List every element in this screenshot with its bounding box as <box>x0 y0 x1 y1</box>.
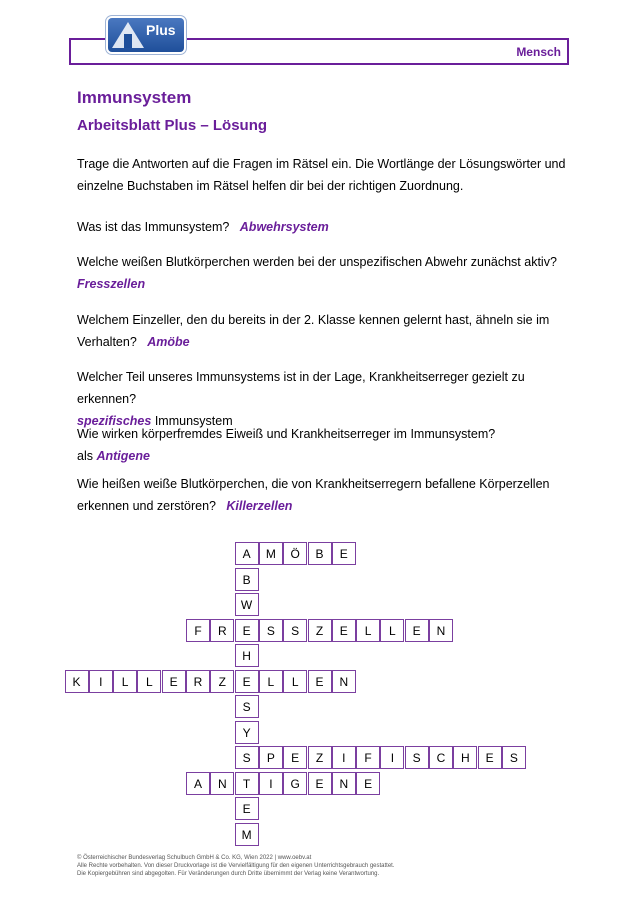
question-text: Wie heißen weiße Blutkörperchen, die von Krankheitserregern befallene Körperzellen <box>77 477 550 491</box>
answer-text: Amöbe <box>147 335 190 349</box>
crossword-cell: L <box>356 619 380 642</box>
crossword-cell: F <box>186 619 210 642</box>
crossword-cell: N <box>332 772 356 795</box>
crossword-cell: E <box>283 746 307 769</box>
crossword-cell: E <box>308 670 332 693</box>
crossword-cell: S <box>405 746 429 769</box>
answer-text: Abwehrsystem <box>239 220 329 234</box>
crossword-cell: Z <box>308 746 332 769</box>
answer-text: Fresszellen <box>77 277 146 291</box>
question-text: Verhalten? <box>77 335 137 349</box>
subject-label: Mensch <box>516 45 561 59</box>
crossword-cell: S <box>235 695 259 718</box>
footer-line: © Österreichischer Bundesverlag Schulbuch GmbH & Co. KG, Wien 2022 | www.oebv.at <box>77 855 312 861</box>
crossword-cell: E <box>235 619 259 642</box>
crossword-cell: E <box>162 670 186 693</box>
crossword-cell: Ö <box>283 542 307 565</box>
crossword-cell: I <box>89 670 113 693</box>
answer-suffix: Immunsystem <box>154 414 233 428</box>
crossword-cell: E <box>332 619 356 642</box>
crossword-cell: P <box>259 746 283 769</box>
crossword-cell: G <box>283 772 307 795</box>
crossword-cell: I <box>259 772 283 795</box>
crossword-cell: K <box>65 670 89 693</box>
crossword-cell: B <box>235 568 259 591</box>
crossword-cell: E <box>308 772 332 795</box>
crossword-cell: H <box>453 746 477 769</box>
question-3 <box>77 309 577 353</box>
crossword-cell: S <box>235 746 259 769</box>
crossword-cell: A <box>186 772 210 795</box>
crossword-cell: L <box>113 670 137 693</box>
question-text: Wie wirken körperfremdes Eiweiß und Krankheitserreger im Immunsystem? <box>77 427 496 441</box>
footer-line: Alle Rechte vorbehalten. Von dieser Druckvorlage ist die Vervielfältigung für den eigenen Unterrichtsgebrauch gestattet. <box>77 863 395 869</box>
crossword-cell: L <box>137 670 161 693</box>
crossword-cell: Y <box>235 721 259 744</box>
page-title: Immunsystem <box>77 88 192 107</box>
footer <box>77 854 395 878</box>
crossword-cell: I <box>332 746 356 769</box>
crossword-cell: L <box>380 619 404 642</box>
crossword-cell: M <box>259 542 283 565</box>
intro-text <box>77 153 577 197</box>
crossword-cell: Z <box>210 670 234 693</box>
answer-prefix: als <box>77 449 93 463</box>
crossword-cell: H <box>235 644 259 667</box>
crossword-cell: N <box>210 772 234 795</box>
answer-text: Antigene <box>96 449 150 463</box>
crossword-cell: T <box>235 772 259 795</box>
footer-line: Die Kopiergebühren sind abgegolten. Für Veränderungen durch Dritte übernimmt der Verlag keine Verantwortung. <box>77 871 380 877</box>
crossword-cell: E <box>356 772 380 795</box>
crossword-cell: M <box>235 823 259 846</box>
question-2 <box>77 251 577 295</box>
intro-line: einzelne Buchstaben im Rätsel helfen dir bei der richtigen Zuordnung. <box>77 179 464 193</box>
logo-icon <box>110 20 146 50</box>
crossword-cell: F <box>356 746 380 769</box>
answer-text: Killerzellen <box>226 499 293 513</box>
crossword-cell: Z <box>308 619 332 642</box>
question-text: Was ist das Immunsystem? <box>77 220 230 234</box>
crossword-cell: E <box>332 542 356 565</box>
crossword-cell: R <box>186 670 210 693</box>
crossword-cell: W <box>235 593 259 616</box>
crossword-cell: E <box>478 746 502 769</box>
question-text: Welche weißen Blutkörperchen werden bei der unspezifischen Abwehr zunächst aktiv? <box>77 255 557 269</box>
crossword-cell: S <box>283 619 307 642</box>
crossword-cell: E <box>405 619 429 642</box>
question-5 <box>77 423 577 467</box>
logo-text: Plus <box>146 22 176 38</box>
crossword-cell: L <box>283 670 307 693</box>
page-subtitle: Arbeitsblatt Plus – Lösung <box>77 117 268 134</box>
crossword-cell: N <box>332 670 356 693</box>
question-1 <box>77 216 577 238</box>
intro-line: Trage die Antworten auf die Fragen im Rätsel ein. Die Wortlänge der Lösungswörter und <box>77 157 566 171</box>
crossword-cell: E <box>235 670 259 693</box>
answer-text: spezifisches <box>77 414 152 428</box>
crossword-cell: E <box>235 797 259 820</box>
question-text: erkennen und zerstören? <box>77 499 216 513</box>
crossword-cell: L <box>259 670 283 693</box>
crossword-cell: A <box>235 542 259 565</box>
crossword-cell: R <box>210 619 234 642</box>
crossword-cell: C <box>429 746 453 769</box>
crossword-cell: N <box>429 619 453 642</box>
crossword-cell: S <box>502 746 526 769</box>
question-text: Welcher Teil unseres Immunsystems ist in der Lage, Krankheitserreger gezielt zu erkennen? <box>77 370 525 406</box>
plus-logo <box>108 18 184 52</box>
crossword-cell: S <box>259 619 283 642</box>
question-6 <box>77 473 577 517</box>
crossword-cell: B <box>308 542 332 565</box>
crossword-cell: I <box>380 746 404 769</box>
question-text: Welchem Einzeller, den du bereits in der 2. Klasse kennen gelernt hast, ähneln sie im <box>77 313 550 327</box>
